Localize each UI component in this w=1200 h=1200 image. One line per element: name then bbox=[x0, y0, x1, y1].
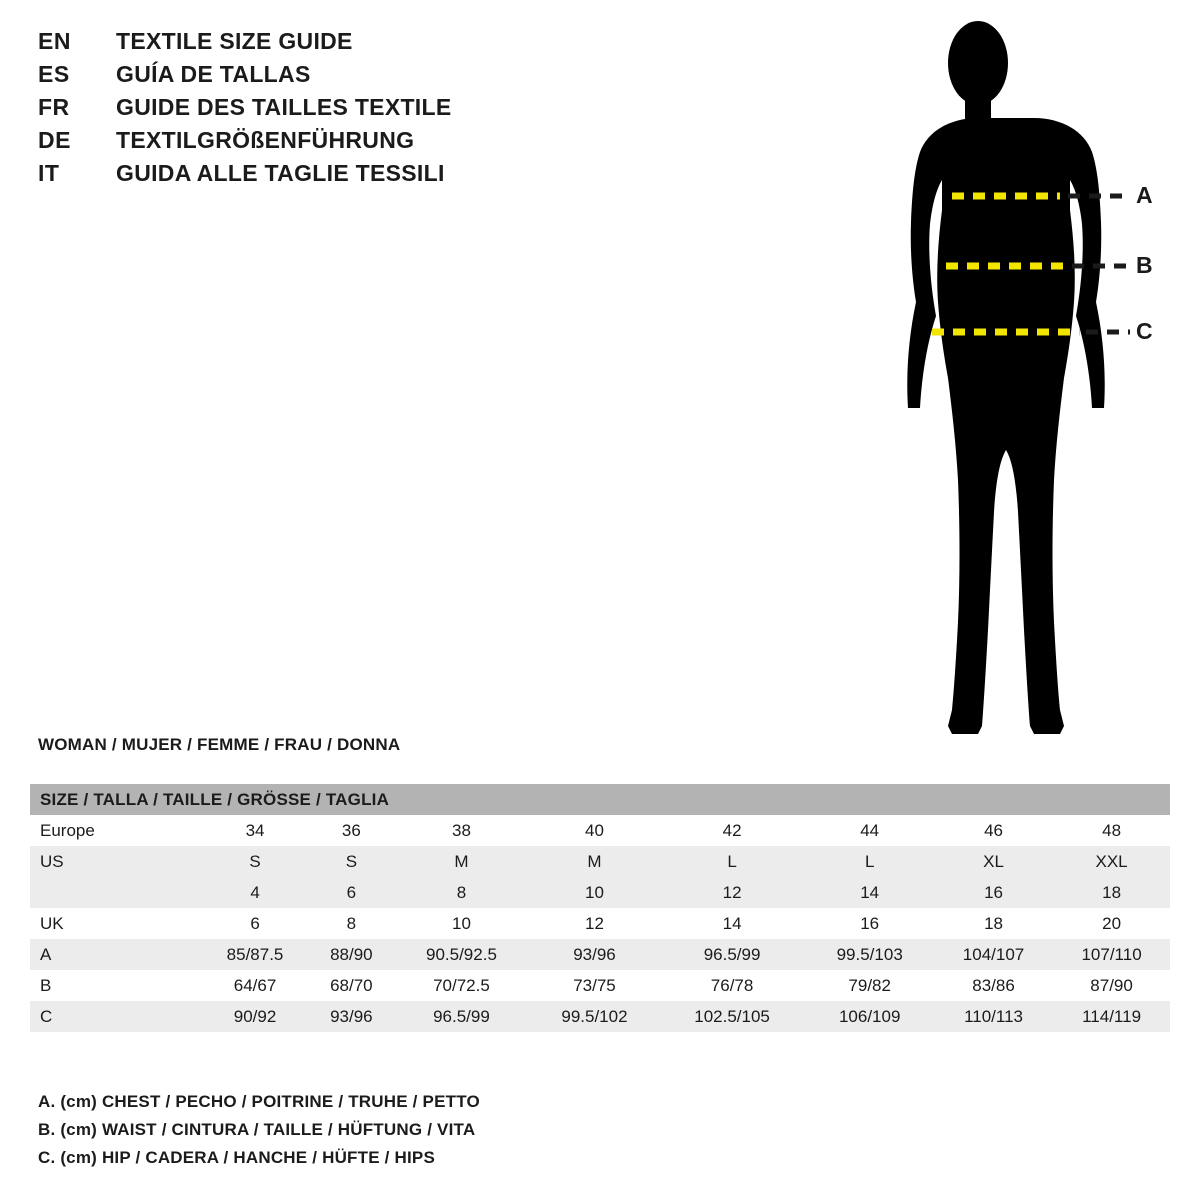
cell: 16 bbox=[860, 913, 880, 933]
table-row bbox=[30, 1001, 1170, 1032]
language-code: DE bbox=[38, 127, 71, 153]
cell: 93/96 bbox=[330, 1006, 373, 1026]
table-row bbox=[30, 939, 1170, 970]
cell: 64/67 bbox=[233, 975, 277, 995]
female-silhouette-icon bbox=[860, 10, 1190, 750]
row-label: B bbox=[40, 975, 52, 995]
size-table bbox=[30, 784, 1170, 1032]
cell: 83/86 bbox=[972, 975, 1015, 995]
cell: 48 bbox=[1102, 820, 1122, 840]
cell: 90/92 bbox=[233, 1006, 277, 1026]
cell: 42 bbox=[722, 820, 742, 840]
cell: 96.5/99 bbox=[433, 1006, 490, 1026]
cell: M bbox=[587, 851, 602, 871]
cell: 12 bbox=[585, 913, 604, 933]
cell: 99.5/103 bbox=[836, 944, 903, 964]
body-figure bbox=[860, 10, 1190, 750]
cell: 18 bbox=[1102, 882, 1122, 902]
cell: 16 bbox=[984, 882, 1003, 902]
language-row-fr bbox=[38, 94, 558, 127]
cell: 38 bbox=[451, 820, 471, 840]
cell: 104/107 bbox=[962, 944, 1025, 964]
table-header-row bbox=[30, 784, 1170, 815]
cell: S bbox=[249, 851, 261, 871]
cell: 114/119 bbox=[1082, 1006, 1142, 1026]
table-row bbox=[30, 970, 1170, 1001]
cell: 14 bbox=[722, 913, 742, 933]
cell: 79/82 bbox=[848, 975, 891, 995]
cell: 34 bbox=[245, 820, 265, 840]
cell: 96.5/99 bbox=[703, 944, 761, 964]
cell: 70/72.5 bbox=[433, 975, 490, 995]
language-title: GUIDA ALLE TAGLIE TESSILI bbox=[116, 160, 445, 186]
language-code: EN bbox=[38, 28, 71, 54]
cell: 8 bbox=[346, 913, 357, 933]
cell: 68/70 bbox=[330, 975, 373, 995]
cell: M bbox=[454, 851, 469, 871]
row-label: C bbox=[40, 1006, 53, 1026]
measurement-legend bbox=[38, 1088, 738, 1172]
legend-note-a: A. (cm) CHEST / PECHO / POITRINE / TRUHE / PETTO bbox=[38, 1092, 480, 1111]
cell: 36 bbox=[341, 820, 361, 840]
language-title-block bbox=[38, 28, 558, 193]
language-title: GUÍA DE TALLAS bbox=[116, 61, 311, 87]
cell: 14 bbox=[860, 882, 880, 902]
cell: 99.5/102 bbox=[561, 1006, 628, 1026]
cell: 87/90 bbox=[1090, 975, 1133, 995]
table-row bbox=[30, 877, 1170, 908]
cell: 8 bbox=[456, 882, 467, 902]
cell: 18 bbox=[984, 913, 1003, 933]
table-row bbox=[30, 908, 1170, 939]
language-code: FR bbox=[38, 94, 70, 120]
cell: 20 bbox=[1102, 913, 1122, 933]
cell: 107/110 bbox=[1081, 944, 1142, 964]
cell: 102.5/105 bbox=[694, 1006, 770, 1026]
legend-note-b: B. (cm) WAIST / CINTURA / TAILLE / HÜFTUNG / VITA bbox=[38, 1120, 476, 1139]
measure-label-c: C bbox=[1136, 318, 1153, 344]
cell: 10 bbox=[585, 882, 604, 902]
row-label: UK bbox=[40, 913, 64, 933]
cell: 88/90 bbox=[330, 944, 373, 964]
language-row-en bbox=[38, 28, 558, 61]
cell: L bbox=[727, 851, 737, 871]
cell: 12 bbox=[722, 882, 742, 902]
row-label bbox=[30, 877, 200, 908]
language-row-it bbox=[38, 160, 558, 193]
legend-note-c: C. (cm) HIP / CADERA / HANCHE / HÜFTE / HIPS bbox=[38, 1148, 436, 1167]
row-label: A bbox=[40, 944, 52, 964]
language-title: TEXTILGRÖßENFÜHRUNG bbox=[116, 127, 415, 153]
cell: 73/75 bbox=[573, 975, 616, 995]
language-row-de bbox=[38, 127, 558, 160]
cell: 110/113 bbox=[964, 1006, 1023, 1026]
cell: L bbox=[864, 851, 875, 871]
table-header-label: SIZE / TALLA / TAILLE / GRÖSSE / TAGLIA bbox=[40, 789, 390, 809]
cell: 76/78 bbox=[710, 975, 754, 995]
cell: 40 bbox=[585, 820, 604, 840]
cell: 10 bbox=[451, 913, 471, 933]
language-title: TEXTILE SIZE GUIDE bbox=[116, 28, 353, 54]
cell: XL bbox=[983, 851, 1004, 871]
table-caption: WOMAN / MUJER / FEMME / FRAU / DONNA bbox=[38, 735, 401, 754]
cell: 93/96 bbox=[573, 944, 616, 964]
cell: 6 bbox=[250, 913, 260, 933]
cell: S bbox=[345, 851, 358, 871]
cell: XXL bbox=[1095, 851, 1128, 871]
language-title: GUIDE DES TAILLES TEXTILE bbox=[116, 94, 452, 120]
measure-label-b: B bbox=[1136, 252, 1153, 278]
language-code: IT bbox=[38, 160, 60, 186]
cell: 6 bbox=[346, 882, 357, 902]
row-label: US bbox=[40, 851, 64, 871]
table-row bbox=[30, 815, 1170, 846]
cell: 85/87.5 bbox=[226, 944, 284, 964]
row-label: Europe bbox=[40, 820, 95, 840]
cell: 44 bbox=[860, 820, 880, 840]
measure-label-a: A bbox=[1136, 182, 1153, 208]
cell: 4 bbox=[250, 882, 260, 902]
cell: 106/109 bbox=[838, 1006, 901, 1026]
cell: 46 bbox=[984, 820, 1003, 840]
language-code: ES bbox=[38, 61, 70, 87]
table-row bbox=[30, 846, 1170, 877]
cell: 90.5/92.5 bbox=[426, 944, 497, 964]
language-row-es bbox=[38, 61, 558, 94]
